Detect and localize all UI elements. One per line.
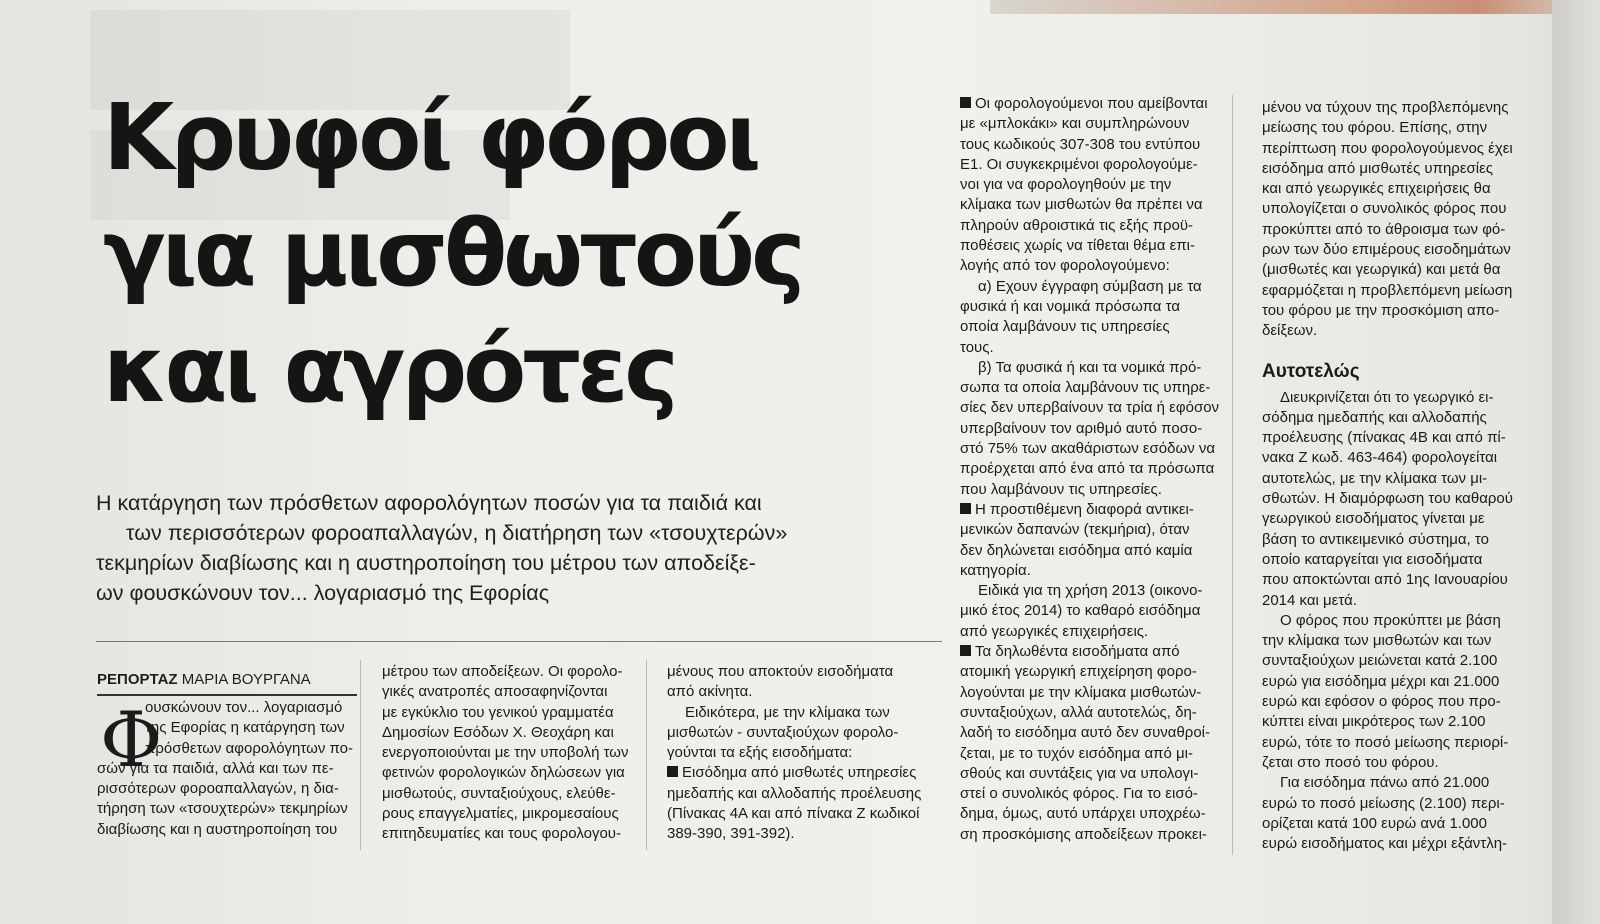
text-line: ζεται, με το τυχόν εισόδημα από μι- <box>960 744 1193 762</box>
text-line: ρων των δύο επιμέρους εισοδημάτων <box>1262 241 1511 259</box>
text-line: ση προσκόμισης αποδείξεων προκει- <box>960 825 1207 843</box>
text-line: του φόρου με την προσκόμιση απο- <box>1262 301 1500 319</box>
article-column-2 <box>382 662 644 845</box>
text-line: σθούς και συντάξεις για να υπολογι- <box>960 764 1199 782</box>
text-line: τους κωδικούς 307-308 του εντύπου <box>960 135 1201 153</box>
text-line: με «μπλοκάκι» και συμπληρώνουν <box>960 115 1190 133</box>
text-line: και από γεωργικές επιχειρήσεις θα <box>1262 180 1491 198</box>
text-line: Οι φορολογούμενοι που αμείβονται <box>975 95 1208 112</box>
column-divider <box>1232 95 1233 855</box>
text-line: Τα δηλωθέντα εισοδήματα από <box>975 643 1180 661</box>
text-line: δημα, όμως, αυτό υπάρχει υποχρέω- <box>960 805 1206 823</box>
text-line: σθωτών. Η διαμόρφωση του καθαρού <box>1262 490 1513 508</box>
text-line: ευρώ εισοδήματος και μέχρι εξάντλη- <box>1262 835 1508 853</box>
text-line: ευρώ για εισόδημα μέχρι και 21.000 <box>1262 672 1500 690</box>
column-divider <box>646 660 647 850</box>
text-line: ζεται στο ποσό του φόρου. <box>1262 753 1439 771</box>
headline-line: Κρυφοί φόροι <box>103 84 758 191</box>
byline-label: ΡΕΠΟΡΤΑΖ <box>97 671 178 688</box>
text-line: ευρώ, τότε το ποσό μείωσης περιορί- <box>1262 733 1509 751</box>
column-divider <box>360 660 361 850</box>
text-line: επιτηδευματίες και τους φορολογου- <box>382 825 621 843</box>
text-line: β) Τα φυσικά ή και τα νομικά πρό- <box>978 358 1202 376</box>
text-line: προκύπτει από το άθροισμα των φό- <box>1262 220 1506 238</box>
article-column-1 <box>97 695 355 840</box>
bullet-square-icon <box>667 766 678 777</box>
text-line: τους. <box>960 338 994 356</box>
text-line: Ε1. Οι συγκεκριμένοι φορολογούμε- <box>960 155 1198 173</box>
text-line: Διευκρινίζεται ότι το γεωργικό ει- <box>1280 388 1494 406</box>
headline-line: και αγρότες <box>103 316 675 423</box>
lead-line: ων φουσκώνουν τον... λογαριασμό της Εφορίας <box>96 581 550 605</box>
text-line: συνταξιούχων μειώνεται κατά 2.100 <box>1262 652 1498 670</box>
text-line: προέρχεται από ένα από τα πρόσωπα <box>960 460 1215 478</box>
text-line: νοι για να φορολογηθούν με την <box>960 176 1172 194</box>
lead-line: των περισσότερων φοροαπαλλαγών, η διατήρηση των «τσουχτερών» <box>126 521 788 545</box>
text-line: λογούνται με την κλίμακα μισθωτών- <box>960 683 1202 701</box>
text-line: που αποκτώνται από 1ης Ιανουαρίου <box>1262 571 1508 589</box>
text-line: σόδημα ημεδαπής και αλλοδαπής <box>1262 408 1487 426</box>
text-line: γεωργικού εισοδήματος γίνεται με <box>1262 510 1485 528</box>
text-line: μένου να τύχουν της προβλεπόμενης <box>1262 99 1509 116</box>
text-line: ρους επαγγελματίες, μικρομεσαίους <box>382 805 619 823</box>
page-edge <box>1552 0 1600 924</box>
text-line: μενικών δαπανών (τεκμήρια), όταν <box>960 521 1190 539</box>
text-line: φυσικά ή και νομικά πρόσωπα τα <box>960 297 1180 315</box>
text-line: μένους που αποκτούν εισοδήματα <box>667 663 894 680</box>
text-line: ορίζεται κατά 100 ευρώ ανά 1.000 <box>1262 814 1487 832</box>
text-line: 2014 και μετά. <box>1262 591 1357 609</box>
headline <box>103 80 863 428</box>
text-line: οποία λαμβάνουν τις υπηρεσίες <box>960 318 1170 336</box>
text-line: 389-390, 391-392). <box>667 825 795 843</box>
text-line: της Εφορίας η κατάργηση των <box>145 719 345 737</box>
text-line: από ακίνητα. <box>667 683 753 701</box>
text-line: μισθωτούς, συνταξιούχους, ελεύθε- <box>382 784 616 802</box>
text-line: Η προστιθέμενη διαφορά αντικει- <box>975 500 1194 518</box>
text-line: μέτρου των αποδείξεων. Οι φορολο- <box>382 663 623 680</box>
bullet-square-icon <box>960 97 971 108</box>
subheading: Αυτοτελώς <box>1262 360 1360 382</box>
text-line: Ειδικότερα, με την κλίμακα των <box>685 703 890 721</box>
headline-line: για μισθωτούς <box>103 200 802 307</box>
text-line: ημεδαπής και αλλοδαπής προέλευσης <box>667 784 922 802</box>
article-column-4 <box>960 94 1222 845</box>
text-line: πληρούν αθροιστικά τις εξής προϋ- <box>960 216 1194 234</box>
text-line: ουσκώνουν τον... λογαριασμό <box>145 699 343 716</box>
byline <box>97 671 357 696</box>
text-line: κλίμακα των μισθωτών θα πρέπει να <box>960 196 1203 214</box>
text-line: ενεργοποιούνται με την υποβολή των <box>382 744 629 762</box>
article-column-5 <box>1262 98 1542 854</box>
text-line: μείωσης του φόρου. Επίσης, στην <box>1262 119 1488 137</box>
text-line: εφαρμόζεται η προβλεπόμενη μείωση <box>1262 281 1513 299</box>
text-line: εισόδημα από μισθωτές υπηρεσίες <box>1262 159 1494 177</box>
text-line: από γεωργικές επιχειρήσεις. <box>960 622 1149 640</box>
text-line: δεν δηλώνεται εισόδημα από καμία <box>960 541 1193 559</box>
text-line: που λαμβάνουν τις υπηρεσίες. <box>960 480 1162 498</box>
bullet-square-icon <box>960 645 971 656</box>
text-line: υπερβαίνουν τον αριθμό αυτό ποσο- <box>960 419 1203 437</box>
text-line: σίες δεν υπερβαίνουν τα τρία ή εφόσον <box>960 399 1220 417</box>
text-line: περίπτωση που φορολογούμενος έχει <box>1262 139 1513 157</box>
text-line: δείξεων. <box>1262 322 1318 340</box>
lead-line: τεκμηρίων διαβίωσης και η αυστηροποίηση του μέτρου των αποδείξε- <box>96 551 756 575</box>
text-line: μικό έτος 2014) το καθαρό εισόδημα <box>960 602 1201 620</box>
text-line: με εγκύκλιο του γενικού γραμματέα <box>382 703 614 721</box>
byline-author: ΜΑΡΙΑ ΒΟΥΡΓΑΝΑ <box>181 671 311 688</box>
text-line: Ειδικά για τη χρήση 2013 (οικονο- <box>978 582 1203 600</box>
text-line: διαβίωσης και η αυστηροποίηση του <box>97 820 338 838</box>
text-line: κατηγορία. <box>960 561 1031 579</box>
text-line: σωπα τα οποία λαμβάνουν τις υπηρε- <box>960 379 1211 397</box>
lead-paragraph <box>96 488 956 608</box>
text-line: συνταξιούχων, αλλά αυτοτελώς, δη- <box>960 703 1197 721</box>
text-line: υπολογίζεται ο συνολικός φόρος που <box>1262 200 1507 218</box>
drop-cap: Φ <box>100 695 163 784</box>
text-line: ποθέσεις χωρίς να τίθεται θέμα επι- <box>960 237 1196 255</box>
text-line: αυτοτελώς, με την κλίμακα των μι- <box>1262 469 1488 487</box>
text-line: Δημοσίων Εσόδων Χ. Θεοχάρη και <box>382 723 614 741</box>
text-line: την κλίμακα των μισθωτών και των <box>1262 632 1492 650</box>
text-line: α) Εχουν έγγραφη σύμβαση με τα <box>978 277 1202 295</box>
text-line: Για εισόδημα πάνω από 21.000 <box>1280 774 1490 792</box>
lead-line: Η κατάργηση των πρόσθετων αφορολόγητων ποσών για τα παιδιά και <box>96 491 762 515</box>
article-column-3 <box>667 662 929 845</box>
text-line: τήρηση των «τσουχτερών» τεκμηρίων <box>97 800 348 818</box>
text-line: Εισόδημα από μισθωτές υπηρεσίες <box>682 764 917 782</box>
text-line: (μισθωτές και γεωργικά) και μετά θα <box>1262 261 1501 279</box>
text-line: (Πίνακας 4Α και από πίνακα Ζ κωδικοί <box>667 805 920 823</box>
text-line: βάση το αντικειμενικό σύστημα, το <box>1262 530 1489 548</box>
bullet-square-icon <box>960 503 971 514</box>
text-line: πρόσθετων αφορολόγητων πο- <box>145 739 353 757</box>
text-line: προέλευσης (πίνακας 4Β και από πί- <box>1262 429 1506 447</box>
text-line: Ο φόρος που προκύπτει με βάση <box>1280 611 1501 629</box>
text-line: ευρώ και εφόσον ο φόρος που προ- <box>1262 693 1501 711</box>
text-line: στό 75% των ακαθάριστων εσόδων να <box>960 440 1216 458</box>
text-line: στεί ο συνολικός φόρος. Για το εισό- <box>960 785 1198 803</box>
text-line: γούνται τα εξής εισοδήματα: <box>667 744 853 762</box>
text-line: οποίο καταργείται για εισοδήματα <box>1262 550 1483 568</box>
text-line: ευρώ το ποσό μείωσης (2.100) περι- <box>1262 794 1505 812</box>
text-line: λαδή το εισόδημα αυτό δεν συναθροί- <box>960 724 1211 742</box>
text-line: σών για τα παιδιά, αλλά και των πε- <box>97 759 334 777</box>
text-line: νακα Ζ κωδ. 463-464) φορολογείται <box>1262 449 1498 467</box>
text-line: κύπτει είναι μικρότερος των 2.100 <box>1262 713 1486 731</box>
text-line: γικές ανατροπές αποσαφηνίζονται <box>382 683 608 701</box>
text-line: λογής από τον φορολογούμενο: <box>960 257 1170 275</box>
text-line: ρισσότερων φοροαπαλλαγών, η δια- <box>97 780 339 798</box>
text-line: μισθωτών - συνταξιούχων φορολο- <box>667 723 899 741</box>
text-line: φετινών φορολογικών δηλώσεων για <box>382 764 625 782</box>
photo-edge-strip <box>990 0 1600 14</box>
text-line: ατομική γεωργική επιχείρηση φορο- <box>960 663 1197 681</box>
section-rule <box>96 641 942 642</box>
